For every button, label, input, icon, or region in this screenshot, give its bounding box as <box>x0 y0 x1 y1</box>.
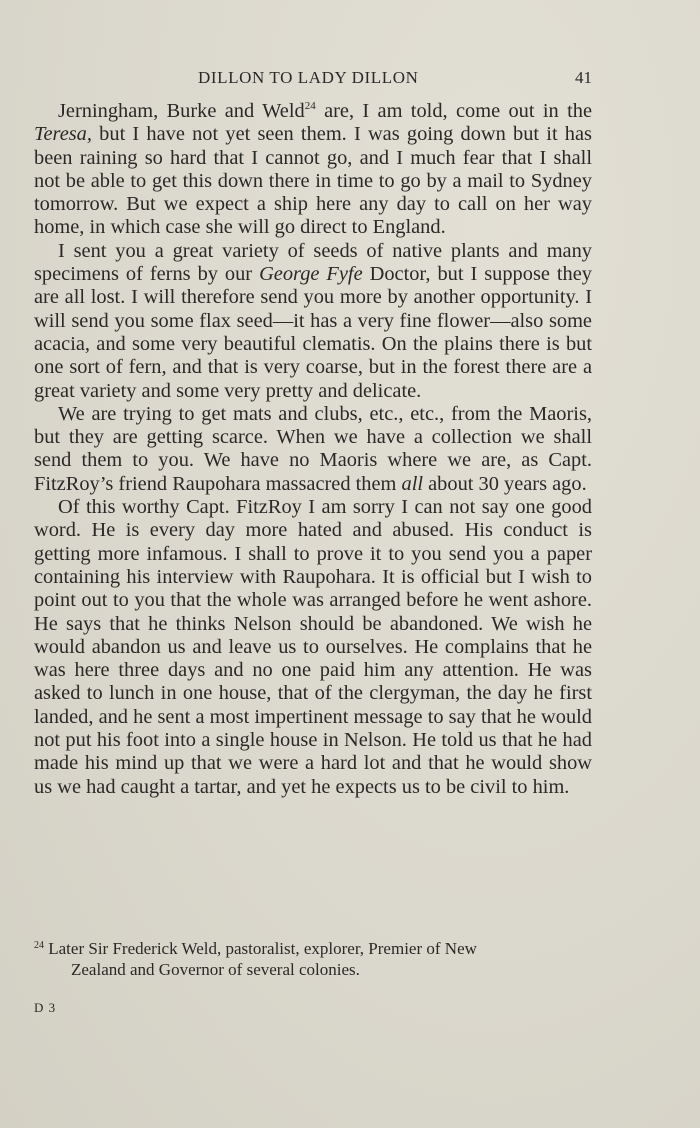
footnote-reference: 24 <box>304 100 316 112</box>
text-run: but I have not yet seen them. I was going down but it has been raining so hard that I cannot go, and I much fear that I shall not be able to get this down there in time to go by a mail to Sydney tomorrow. But we expect a ship here any day to call on her way home, in which case she will go direct to England. <box>34 123 592 239</box>
page-number: 41 <box>575 68 592 87</box>
text-run: Jerningham, Burke and Weld <box>58 100 305 122</box>
italic-text: George Fyfe <box>259 263 363 286</box>
italic-text: Teresa, <box>34 123 92 146</box>
italic-text: all <box>401 472 424 495</box>
paragraph <box>34 403 592 496</box>
footnote <box>34 938 592 980</box>
text-run: Of this worthy Capt. FitzRoy I am sorry I can not say one good word. He is every day more hated and abused. His conduct is getting more infamous. I shall to prove it to you send you a paper containing his interview with Raupohara. It is official but I wish to point out to you that the whole was arranged before he went ashore. He says that he thinks Nelson should be abandoned. We wish he would abandon us and leave us to ourselves. He complains that he was here three days and no one paid him any attention. He was asked to lunch in one house, that of the clergyman, the day he first landed, and he sent a most impertinent message to say that he would not put his foot into a single house in Nelson. He told us that he had made his mind up that we were a hard lot and that he would show us we had caught a tartar, and yet he expects us to be civil to him. <box>34 496 592 798</box>
text-run: I sent you a great variety of seeds of native plants and many specimens of ferns by our <box>34 239 592 286</box>
text-run: We are trying to get mats and clubs, etc., etc., from the Maoris, but they are getting scarce. When we have a collection we shall send them to you. We have no Maoris where we are, as Capt. FitzRoy’s friend Raupohara massacred them <box>34 402 592 495</box>
paragraph <box>34 496 592 799</box>
text-run: Doctor, but I suppose they are all lost. I will therefore send you more by another opportunity. I will send you some flax seed—it has a very fine flower—also some acacia, and some very beautiful clematis. On the plains there is but one sort of fern, and that is very coarse, but in the forest there are a great variety and some very pretty and delicate. <box>34 263 592 402</box>
footnote-marker: 24 <box>34 940 44 951</box>
page-header <box>34 68 592 94</box>
body-text <box>34 100 592 799</box>
running-title: DILLON TO LADY DILLON <box>198 68 419 87</box>
footnote-text-1: Later Sir Frederick Weld, pastoralist, explorer, Premier of New <box>44 939 477 958</box>
paragraph <box>34 100 592 240</box>
footnote-line-1 <box>34 938 592 959</box>
text-run: are, I am told, come out in the <box>315 100 593 122</box>
signature-mark: D 3 <box>34 1000 57 1015</box>
paragraph <box>34 240 592 403</box>
footnote-line-2: Zealand and Governor of several colonies. <box>71 960 360 979</box>
text-run: about 30 years ago. <box>423 472 587 495</box>
